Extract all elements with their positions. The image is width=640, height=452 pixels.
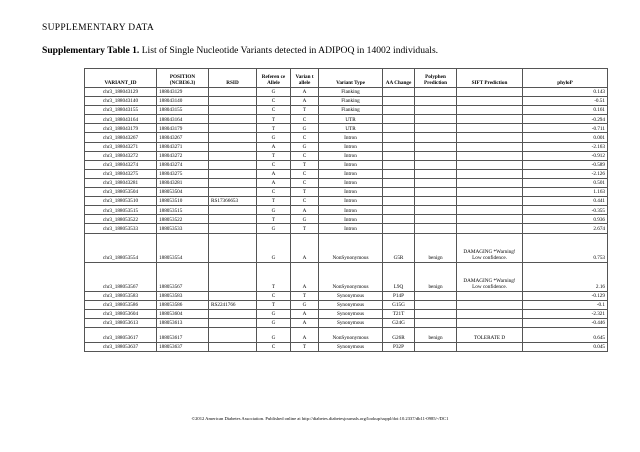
cell-pos: 188043179 [157, 124, 209, 133]
cell-aa [383, 188, 415, 197]
cell-phylop: 2.674 [523, 224, 608, 233]
cell-poly [415, 342, 457, 351]
col-header: AA Change [383, 69, 415, 88]
cell-ref: A [257, 169, 291, 178]
table-row [85, 151, 608, 160]
cell-aa [383, 215, 415, 224]
cell-sift [457, 206, 523, 215]
cell-pos: 188053613 [157, 318, 209, 327]
cell-rsid: RS2241766 [209, 300, 257, 309]
cell-id: chr3_188053533 [85, 224, 157, 233]
cell-type: Synonymous [319, 318, 383, 327]
cell-poly [415, 106, 457, 115]
cell-sift [457, 106, 523, 115]
cell-poly [415, 88, 457, 97]
cell-sift [457, 142, 523, 151]
cell-phylop: -0.51 [523, 97, 608, 106]
cell-aa [383, 160, 415, 169]
cell-phylop: 0.753 [523, 233, 608, 262]
cell-id: chr3_188043164 [85, 115, 157, 124]
cell-id: chr3_188053586 [85, 300, 157, 309]
table-row [85, 115, 608, 124]
cell-sift [457, 300, 523, 309]
cell-var: A [291, 233, 319, 262]
cell-id: chr3_188053504 [85, 188, 157, 197]
cell-phylop: -0.294 [523, 115, 608, 124]
cell-aa [383, 206, 415, 215]
cell-id: chr3_188053554 [85, 233, 157, 262]
cell-rsid [209, 327, 257, 342]
cell-var: A [291, 262, 319, 291]
cell-type: NonSynonymous [319, 327, 383, 342]
cell-aa [383, 197, 415, 206]
cell-phylop: -2.126 [523, 169, 608, 178]
table-row [85, 124, 608, 133]
cell-aa: P32P [383, 342, 415, 351]
cell-poly [415, 115, 457, 124]
copyright-footer: ©2012 American Diabetes Association. Published online at http://diabetes.diabetesjournals.org/lookup/suppl/doi:10.2337/db11-0985/-/DC1 [191, 416, 449, 421]
cell-rsid [209, 233, 257, 262]
cell-rsid [209, 106, 257, 115]
cell-id: chr3_188053567 [85, 262, 157, 291]
cell-pos: 188053604 [157, 309, 209, 318]
cell-sift [457, 197, 523, 206]
cell-pos: 188053554 [157, 233, 209, 262]
cell-id: chr3_188043281 [85, 178, 157, 187]
cell-id: chr3_188053515 [85, 206, 157, 215]
cell-ref: C [257, 291, 291, 300]
cell-type: Intron [319, 142, 383, 151]
cell-ref: C [257, 188, 291, 197]
cell-type: Intron [319, 197, 383, 206]
cell-rsid [209, 224, 257, 233]
table-caption [42, 45, 438, 56]
cell-poly [415, 142, 457, 151]
cell-ref: G [257, 88, 291, 97]
cell-rsid [209, 178, 257, 187]
table-row [85, 206, 608, 215]
table-row [85, 262, 608, 291]
cell-phylop: 2.16 [523, 262, 608, 291]
cell-ref: C [257, 160, 291, 169]
cell-phylop: 0.501 [523, 178, 608, 187]
cell-ref: T [257, 300, 291, 309]
cell-poly [415, 300, 457, 309]
cell-poly [415, 291, 457, 300]
cell-rsid [209, 215, 257, 224]
cell-type: Synonymous [319, 342, 383, 351]
cell-aa: G24G [383, 318, 415, 327]
cell-phylop: 0.143 [523, 88, 608, 97]
cell-var: T [291, 291, 319, 300]
cell-pos: 188043164 [157, 115, 209, 124]
cell-rsid [209, 262, 257, 291]
cell-ref: C [257, 97, 291, 106]
cell-sift [457, 169, 523, 178]
cell-ref: A [257, 142, 291, 151]
cell-phylop: 0.161 [523, 106, 608, 115]
cell-id: chr3_188043155 [85, 106, 157, 115]
cell-pos: 188053533 [157, 224, 209, 233]
cell-id: chr3_188043267 [85, 133, 157, 142]
cell-aa [383, 142, 415, 151]
cell-var: T [291, 342, 319, 351]
cell-phylop: 0.441 [523, 197, 608, 206]
cell-type: Intron [319, 151, 383, 160]
table-row [85, 224, 608, 233]
cell-poly: benign [415, 327, 457, 342]
cell-type: Flanking [319, 88, 383, 97]
cell-type: NonSynonymous [319, 262, 383, 291]
cell-sift [457, 160, 523, 169]
cell-pos: 188043272 [157, 151, 209, 160]
cell-pos: 188043275 [157, 169, 209, 178]
cell-id: chr3_188043274 [85, 160, 157, 169]
table-row [85, 309, 608, 318]
cell-ref: G [257, 233, 291, 262]
cell-phylop: -0.446 [523, 318, 608, 327]
cell-sift [457, 291, 523, 300]
cell-id: chr3_188043129 [85, 88, 157, 97]
cell-type: Intron [319, 133, 383, 142]
cell-poly [415, 318, 457, 327]
col-header: Referen ce Allele [257, 69, 291, 88]
cell-poly [415, 160, 457, 169]
cell-var: G [291, 300, 319, 309]
cell-rsid [209, 342, 257, 351]
table-row [85, 215, 608, 224]
cell-poly: benign [415, 233, 457, 262]
table-row [85, 327, 608, 342]
cell-aa [383, 151, 415, 160]
cell-sift [457, 215, 523, 224]
cell-var: A [291, 88, 319, 97]
cell-rsid [209, 133, 257, 142]
cell-poly [415, 169, 457, 178]
cell-pos: 188043129 [157, 88, 209, 97]
cell-sift [457, 224, 523, 233]
cell-pos: 188043274 [157, 160, 209, 169]
table-row [85, 142, 608, 151]
cell-type: Synonymous [319, 291, 383, 300]
table-header-row [85, 69, 608, 88]
cell-sift: TOLERATE D [457, 327, 523, 342]
cell-var: C [291, 178, 319, 187]
cell-var: G [291, 215, 319, 224]
cell-poly [415, 178, 457, 187]
cell-rsid: RS17366653 [209, 197, 257, 206]
table-row [85, 318, 608, 327]
table-row [85, 342, 608, 351]
cell-sift [457, 318, 523, 327]
cell-var: G [291, 142, 319, 151]
cell-type: Flanking [319, 106, 383, 115]
cell-aa: G26R [383, 327, 415, 342]
cell-type: Intron [319, 169, 383, 178]
cell-sift: DAMAGING *Warning! Low confidence. [457, 233, 523, 262]
table-row [85, 88, 608, 97]
cell-phylop: 0.001 [523, 133, 608, 142]
cell-var: C [291, 169, 319, 178]
table-row [85, 97, 608, 106]
cell-id: chr3_188053637 [85, 342, 157, 351]
cell-type: UTR [319, 115, 383, 124]
cell-aa [383, 178, 415, 187]
cell-var: T [291, 106, 319, 115]
cell-pos: 188053567 [157, 262, 209, 291]
cell-ref: G [257, 224, 291, 233]
cell-var: C [291, 151, 319, 160]
cell-sift [457, 309, 523, 318]
cell-rsid [209, 309, 257, 318]
cell-type: Synonymous [319, 300, 383, 309]
cell-id: chr3_188043179 [85, 124, 157, 133]
cell-sift [457, 151, 523, 160]
cell-poly [415, 133, 457, 142]
cell-rsid [209, 124, 257, 133]
cell-var: A [291, 309, 319, 318]
cell-poly: benign [415, 262, 457, 291]
cell-poly [415, 188, 457, 197]
cell-type: Intron [319, 206, 383, 215]
cell-pos: 188043155 [157, 106, 209, 115]
cell-poly [415, 224, 457, 233]
cell-aa [383, 115, 415, 124]
cell-ref: G [257, 327, 291, 342]
cell-ref: G [257, 318, 291, 327]
caption-label: Supplementary Table 1. [42, 45, 140, 56]
table-row [85, 197, 608, 206]
cell-aa [383, 224, 415, 233]
cell-poly [415, 197, 457, 206]
cell-pos: 188043281 [157, 178, 209, 187]
cell-phylop: -2.321 [523, 309, 608, 318]
cell-aa [383, 169, 415, 178]
cell-aa: L9Q [383, 262, 415, 291]
cell-pos: 188043267 [157, 133, 209, 142]
cell-type: Intron [319, 224, 383, 233]
col-header: RSID [209, 69, 257, 88]
cell-var: T [291, 188, 319, 197]
cell-ref: T [257, 262, 291, 291]
cell-rsid [209, 142, 257, 151]
cell-phylop: -0.589 [523, 160, 608, 169]
table-body [85, 88, 608, 352]
cell-pos: 188043271 [157, 142, 209, 151]
cell-var: A [291, 318, 319, 327]
table-row [85, 300, 608, 309]
cell-sift [457, 188, 523, 197]
cell-rsid [209, 160, 257, 169]
cell-phylop: -0.129 [523, 291, 608, 300]
cell-pos: 188043140 [157, 97, 209, 106]
cell-ref: C [257, 106, 291, 115]
cell-poly [415, 206, 457, 215]
cell-ref: C [257, 342, 291, 351]
cell-sift [457, 133, 523, 142]
col-header: POSITION (NCBI36.3) [157, 69, 209, 88]
col-header: Polyphen Prediction [415, 69, 457, 88]
cell-pos: 188053617 [157, 327, 209, 342]
cell-aa [383, 133, 415, 142]
cell-var: A [291, 327, 319, 342]
cell-type: Intron [319, 188, 383, 197]
cell-poly [415, 124, 457, 133]
cell-aa: P14P [383, 291, 415, 300]
cell-rsid [209, 291, 257, 300]
cell-ref: G [257, 133, 291, 142]
cell-ref: T [257, 124, 291, 133]
cell-phylop: -0.355 [523, 206, 608, 215]
cell-type: Flanking [319, 97, 383, 106]
cell-aa: G15G [383, 300, 415, 309]
cell-ref: T [257, 215, 291, 224]
cell-type: NonSynonymous [319, 233, 383, 262]
cell-pos: 188053510 [157, 197, 209, 206]
caption-text: List of Single Nucleotide Variants detected in ADIPOQ in 14002 individuals. [139, 45, 439, 56]
cell-sift [457, 97, 523, 106]
cell-id: chr3_188043275 [85, 169, 157, 178]
col-header: Varian t allele [291, 69, 319, 88]
cell-ref: G [257, 206, 291, 215]
cell-phylop: 0.645 [523, 327, 608, 342]
cell-rsid [209, 318, 257, 327]
cell-var: C [291, 197, 319, 206]
cell-type: Intron [319, 215, 383, 224]
cell-var: T [291, 160, 319, 169]
cell-id: chr3_188053510 [85, 197, 157, 206]
cell-ref: T [257, 115, 291, 124]
cell-aa [383, 106, 415, 115]
cell-var: A [291, 97, 319, 106]
cell-type: Synonymous [319, 309, 383, 318]
cell-pos: 188053522 [157, 215, 209, 224]
cell-rsid [209, 97, 257, 106]
cell-id: chr3_188053522 [85, 215, 157, 224]
table-row [85, 169, 608, 178]
table-row [85, 291, 608, 300]
col-header: SIFT Prediction [457, 69, 523, 88]
cell-type: UTR [319, 124, 383, 133]
cell-rsid [209, 88, 257, 97]
cell-aa: G5R [383, 233, 415, 262]
cell-phylop: -0.912 [523, 151, 608, 160]
cell-aa [383, 97, 415, 106]
cell-var: C [291, 115, 319, 124]
cell-poly [415, 309, 457, 318]
cell-var: T [291, 224, 319, 233]
cell-ref: A [257, 178, 291, 187]
cell-id: chr3_188053583 [85, 291, 157, 300]
cell-phylop: -2.163 [523, 142, 608, 151]
cell-rsid [209, 115, 257, 124]
cell-id: chr3_188053613 [85, 318, 157, 327]
col-header: VARIANT_ID [85, 69, 157, 88]
cell-pos: 188053504 [157, 188, 209, 197]
cell-sift: DAMAGING *Warning! Low confidence. [457, 262, 523, 291]
page-header: SUPPLEMENTARY DATA [42, 23, 154, 33]
cell-ref: T [257, 197, 291, 206]
cell-rsid [209, 151, 257, 160]
cell-phylop: -0.711 [523, 124, 608, 133]
table-row [85, 233, 608, 262]
cell-id: chr3_188043271 [85, 142, 157, 151]
cell-pos: 188053515 [157, 206, 209, 215]
cell-phylop: 0.936 [523, 215, 608, 224]
col-header: Variant Type [319, 69, 383, 88]
cell-rsid [209, 169, 257, 178]
cell-sift [457, 88, 523, 97]
cell-sift [457, 178, 523, 187]
cell-ref: G [257, 309, 291, 318]
cell-phylop: 1.163 [523, 188, 608, 197]
table-row [85, 178, 608, 187]
cell-id: chr3_188043140 [85, 97, 157, 106]
cell-aa: T21T [383, 309, 415, 318]
cell-id: chr3_188053617 [85, 327, 157, 342]
cell-pos: 188053637 [157, 342, 209, 351]
table-row [85, 106, 608, 115]
cell-aa [383, 88, 415, 97]
cell-ref: T [257, 151, 291, 160]
cell-id: chr3_188043272 [85, 151, 157, 160]
cell-aa [383, 124, 415, 133]
cell-pos: 188053586 [157, 300, 209, 309]
table-row [85, 188, 608, 197]
cell-sift [457, 342, 523, 351]
cell-sift [457, 115, 523, 124]
cell-sift [457, 124, 523, 133]
cell-var: C [291, 133, 319, 142]
cell-phylop: -0.1 [523, 300, 608, 309]
col-header: phyloP [523, 69, 608, 88]
variants-table [84, 68, 608, 352]
cell-phylop: 0.045 [523, 342, 608, 351]
cell-rsid [209, 188, 257, 197]
cell-rsid [209, 206, 257, 215]
table-row [85, 133, 608, 142]
cell-var: G [291, 124, 319, 133]
cell-type: Intron [319, 160, 383, 169]
cell-poly [415, 151, 457, 160]
cell-poly [415, 215, 457, 224]
cell-poly [415, 97, 457, 106]
cell-var: A [291, 206, 319, 215]
table-row [85, 160, 608, 169]
cell-id: chr3_188053604 [85, 309, 157, 318]
cell-pos: 188053583 [157, 291, 209, 300]
cell-type: Intron [319, 178, 383, 187]
